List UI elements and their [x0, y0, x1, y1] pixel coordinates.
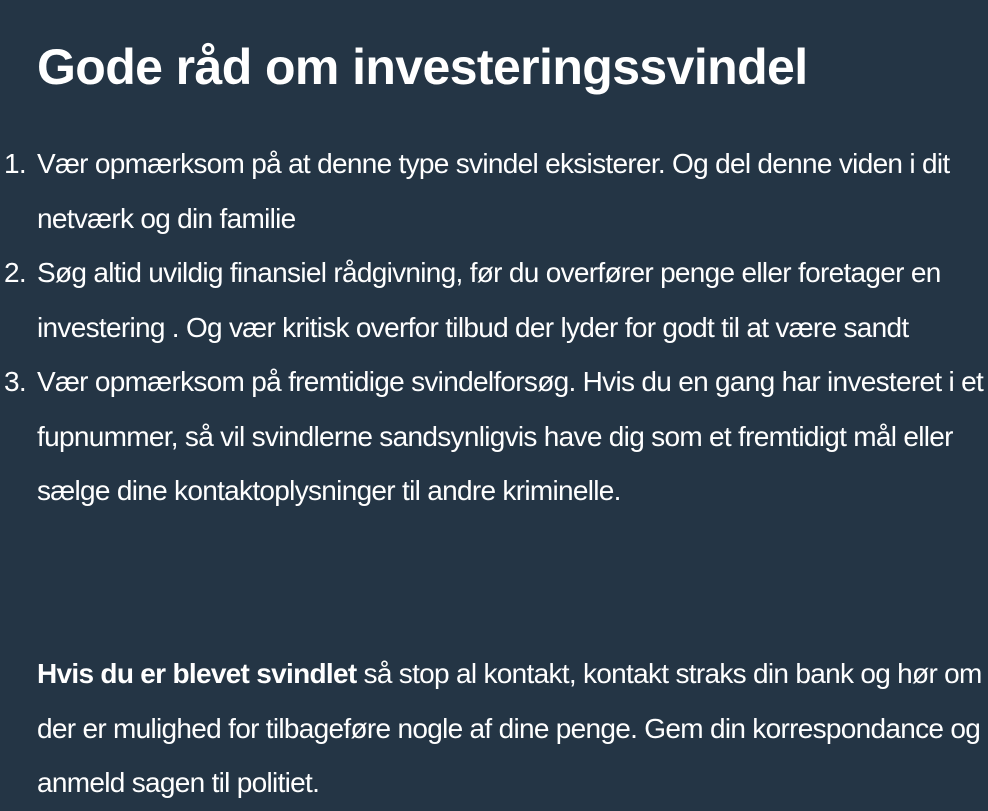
list-item-number: 1. — [4, 148, 26, 179]
list-item-number: 3. — [4, 366, 26, 397]
fraud-victim-emphasis: Hvis du er blevet svindlet — [37, 658, 357, 689]
fraud-victim-paragraph — [37, 647, 985, 811]
list-item-number: 2. — [4, 257, 26, 288]
list-item — [0, 137, 988, 246]
list-item-text: Søg altid uvildig finansiel rådgivning, før du overfører penge eller foretager en investering . Og vær kritisk overfor tilbud der lyder for godt til at være sandt — [37, 257, 941, 343]
list-item — [0, 355, 988, 519]
list-item — [0, 246, 988, 355]
tips-list — [0, 137, 988, 519]
list-item-text: Vær opmærksom på at denne type svindel eksisterer. Og del denne viden i dit netværk og din familie — [37, 148, 950, 234]
list-item-text: Vær opmærksom på fremtidige svindelforsøg. Hvis du en gang har investeret i et fupnummer, så vil svindlerne sandsynligvis have dig som et fremtidigt mål eller sælge dine kontaktoplysninger til andre kriminelle. — [37, 366, 984, 506]
fraud-victim-text: så stop al kontakt, kontakt straks din bank og hør om der er mulighed for tilbageføre nogle af dine penge. Gem din korrespondance og anmeld sagen til politiet. — [37, 658, 982, 798]
page-title: Gode råd om investeringssvindel — [37, 39, 808, 95]
